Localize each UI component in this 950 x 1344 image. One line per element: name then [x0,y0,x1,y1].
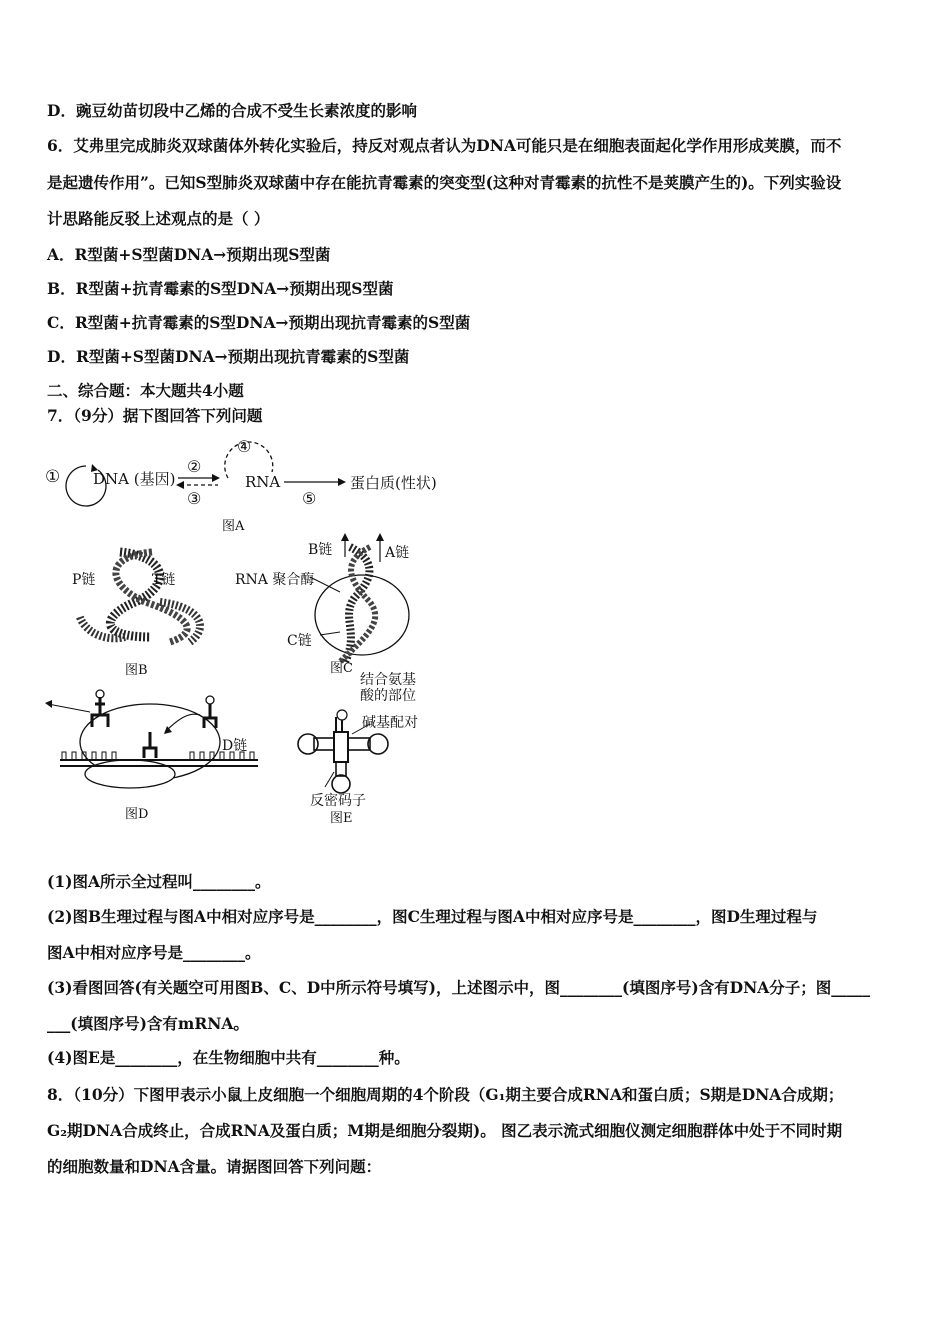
text-line: A．R型菌+S型菌DNA→预期出现S型菌 [47,245,331,264]
aa-site-label-2: 酸的部位 [360,688,416,704]
text-line: (4)图E是________，在生物细胞中共有________种。 [47,1048,410,1067]
c-chain-label: C链 [287,633,312,649]
b-chain-label: B链 [308,542,333,558]
text-line: (3)看图回答(有关题空可用图B、C、D中所示符号填写)，上述图示中，图________(填图序号)含有DNA分子；图_____ [47,978,871,997]
figure-d [45,690,258,822]
text-line: 计思路能反驳上述观点的是（ ） [47,209,270,228]
text-line: ___(填图序号)含有mRNA。 [47,1014,249,1033]
text-line: (2)图B生理过程与图A中相对应序号是________，图C生理过程与图A中相对应序号是________，图D生理过程与 [47,907,818,926]
biology-figure [40,432,480,832]
figure-e [298,671,418,826]
figure-b [72,552,200,678]
rna-polymerase-label: RNA 聚合酶 [235,572,315,588]
circled-3: ③ [187,489,202,508]
figure-c [235,533,409,676]
figure-svg [40,432,480,832]
caption-d: 图D [125,807,149,822]
caption-e: 图E [330,811,353,826]
text-line: D．R型菌+S型菌DNA→预期出现抗青霉素的S型菌 [47,347,410,366]
protein-label: 蛋白质(性状) [350,474,437,492]
t-chain-label: T链 [152,572,176,588]
circled-1: ① [45,467,61,487]
caption-c: 图C [330,661,353,676]
p-chain-label: P链 [72,572,96,588]
text-line: 的细胞数量和DNA含量。请据图回答下列问题： [47,1157,382,1176]
circled-5: ⑤ [302,489,317,508]
caption-b: 图B [125,663,148,678]
circled-4: ④ [237,437,252,456]
text-line: 是起遗传作用”。已知S型肺炎双球菌中存在能抗青霉素的突变型(这种对青霉素的抗性不是荚膜产生的)。下列实验设 [47,173,842,192]
d-chain-label: D链 [222,738,248,754]
circled-2: ② [187,457,202,476]
a-chain-label: A链 [385,545,410,561]
dna-gene-label: DNA (基因) [93,470,176,488]
text-line: D．豌豆幼苗切段中乙烯的合成不受生长素浓度的影响 [47,101,417,120]
question-7-title: 7．（9分）据下图回答下列问题 [47,406,263,425]
base-pair-label: 碱基配对 [362,715,418,731]
text-line: C．R型菌+抗青霉素的S型DNA→预期出现抗青霉素的S型菌 [47,313,471,332]
text-line: 8．（10分）下图甲表示小鼠上皮细胞一个细胞周期的4个阶段（G₁期主要合成RNA和蛋白质；S期是DNA合成期； [47,1085,844,1104]
text-line: (1)图A所示全过程叫________。 [47,872,271,891]
section-heading: 二、综合题：本大题共4小题 [47,381,244,400]
caption-a: 图A [222,519,245,534]
text-line: B．R型菌+抗青霉素的S型DNA→预期出现S型菌 [47,279,394,298]
anticodon-label: 反密码子 [310,793,366,809]
rna-label: RNA [245,473,281,491]
text-line: 6．艾弗里完成肺炎双球菌体外转化实验后，持反对观点者认为DNA可能只是在细胞表面起化学作用形成荚膜，而不 [47,136,842,155]
figure-a [45,437,437,534]
text-line: 图A中相对应序号是________。 [47,943,261,962]
aa-site-label-1: 结合氨基 [360,672,416,688]
text-line: G₂期DNA合成终止，合成RNA及蛋白质；M期是细胞分裂期)。 图乙表示流式细胞仪测定细胞群体中处于不同时期 [47,1121,843,1140]
